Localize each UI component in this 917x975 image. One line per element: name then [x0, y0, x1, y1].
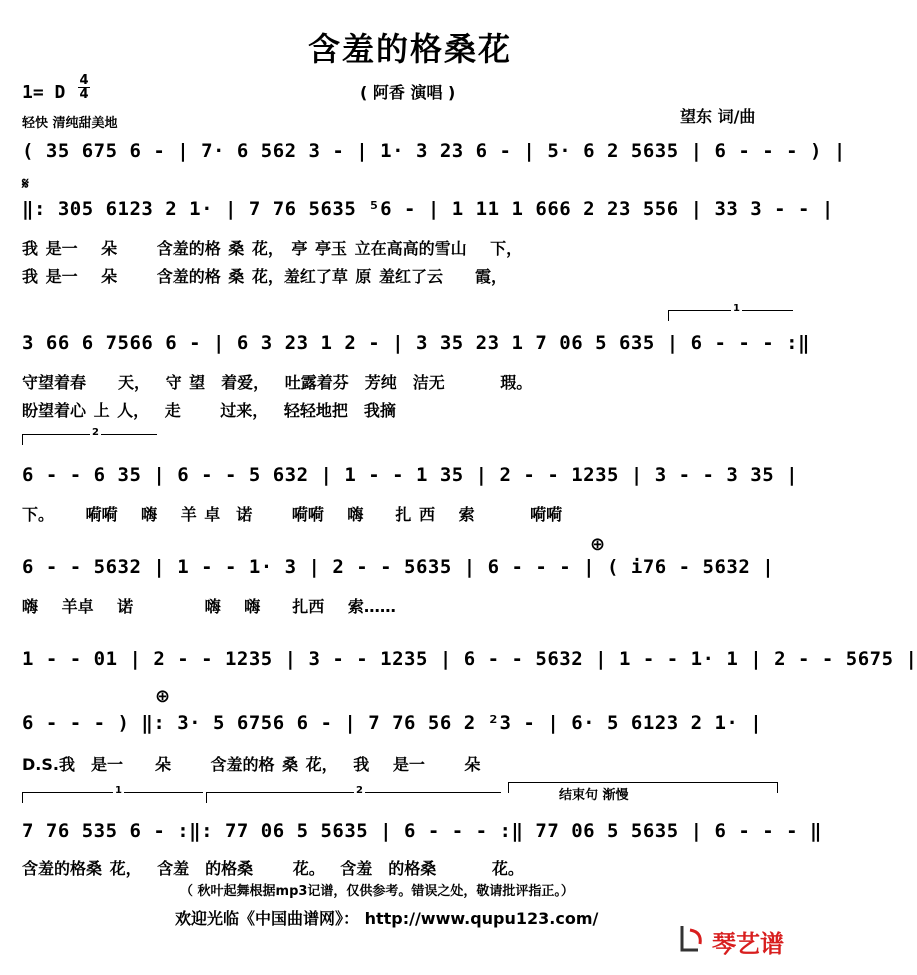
segno-icon: 𝄋 — [22, 174, 29, 193]
page-title: 含羞的格桑花 — [307, 30, 512, 68]
ending-bracket — [508, 782, 778, 793]
lyric-row-2-verse-1: 我 是一 朵 含羞的格 桑 花， 亭 亭玉 立在高高的雪山 下， — [22, 239, 523, 258]
logo-text: 琴艺谱 — [712, 930, 784, 958]
singer-credit: ( 阿香 演唱 ) — [360, 83, 456, 102]
lyric-row-3-verse-1: 守望着春 天， 守 望 着爱， 吐露着芬 芳纯 洁无 瑕。 — [22, 373, 533, 392]
volta-label-1: 1 — [733, 303, 740, 314]
volta-label-2: 2 — [92, 427, 99, 438]
notation-row-1: ( 35 675 6 - | 7· 6 562 3 - | 1· 3 23 6 - | 5· 6 2 5635 | 6 - - - ) | — [22, 140, 846, 162]
site-logo — [676, 920, 806, 960]
notation-row-5: 6 - - 5632 | 1 - - 1· 3 | 2 - - 5635 | 6 - - - | ( i76 - 5632 | — [22, 556, 775, 578]
lyric-row-8: 含羞的格桑 花， 含羞 的格桑 花。 含羞 的格桑 花。 — [22, 859, 524, 878]
notation-row-4: 6 - - 6 35 | 6 - - 5 632 | 1 - - 1 35 | 2 - - 1235 | 3 - - 3 35 | — [22, 464, 799, 486]
coda-icon: ⊕ — [590, 534, 606, 555]
notation-row-8: 7 76 535 6 - :‖: 77 06 5 5635 | 6 - - - :‖ 77 06 5 5635 | 6 - - - ‖ — [22, 820, 822, 842]
coda-icon-second: ⊕ — [155, 686, 171, 707]
lyric-row-4: 下。 嗬嗬 嗨 羊 卓 诺 嗬嗬 嗨 扎 西 索 嗬嗬 — [22, 505, 563, 524]
transcription-note: （ 秋叶起舞根据mp3记谱，仅供参考。错误之处，敬请批评指正。） — [180, 884, 574, 899]
site-welcome-link[interactable]: 欢迎光临《中国曲谱网》： http://www.qupu123.com/ — [175, 909, 599, 928]
notation-row-6: 1 - - 01 | 2 - - 1235 | 3 - - 1235 | 6 - - 5632 | 1 - - 1· 1 | 2 - - 5675 | — [22, 648, 917, 670]
notation-row-3: 3 66 6 7566 6 - | 6 3 23 1 2 - | 3 35 23 1 7 06 5 635 | 6 - - - :‖ — [22, 332, 810, 354]
notation-row-2: ‖: 305 6123 2 1· | 7 76 5635 ⁵6 - | 1 11 1 666 2 23 556 | 33 3 - - | — [22, 198, 834, 220]
ending-label: 结束句 渐慢 — [555, 784, 633, 803]
volta-bracket-2 — [22, 427, 157, 445]
time-signature-top: 4 — [79, 73, 89, 88]
volta-bracket-1-second — [22, 785, 203, 803]
key-signature: 1= D — [22, 82, 66, 103]
logo-mark-icon — [676, 922, 710, 956]
volta-bracket-1 — [668, 303, 793, 321]
time-signature-bottom: 4 — [79, 87, 89, 102]
composer-credit: 望东 词/曲 — [680, 107, 756, 126]
volta-bracket-2-second — [206, 785, 501, 803]
tempo-marking: 轻快 清纯甜美地 — [22, 116, 118, 131]
volta-label-1-second: 1 — [115, 785, 122, 796]
lyric-row-2-verse-2: 我 是一 朵 含羞的格 桑 花，羞红了草 原 羞红了云 霞， — [22, 267, 507, 286]
lyric-row-3-verse-2: 盼望着心 上 人， 走 过来， 轻轻地把 我摘 — [22, 401, 396, 420]
notation-row-7: 6 - - - ) ‖: 3· 5 6756 6 - | 7 76 56 2 ²3 - | 6· 5 6123 2 1· | — [22, 712, 763, 734]
lyric-row-7: D.S.我 是一 朵 含羞的格 桑 花， 我 是一 朵 — [22, 755, 481, 774]
time-signature — [78, 74, 90, 101]
volta-label-2-second: 2 — [356, 785, 363, 796]
lyric-row-5: 嗨 羊卓 诺 嗨 嗨 扎西 索…… — [22, 597, 396, 616]
